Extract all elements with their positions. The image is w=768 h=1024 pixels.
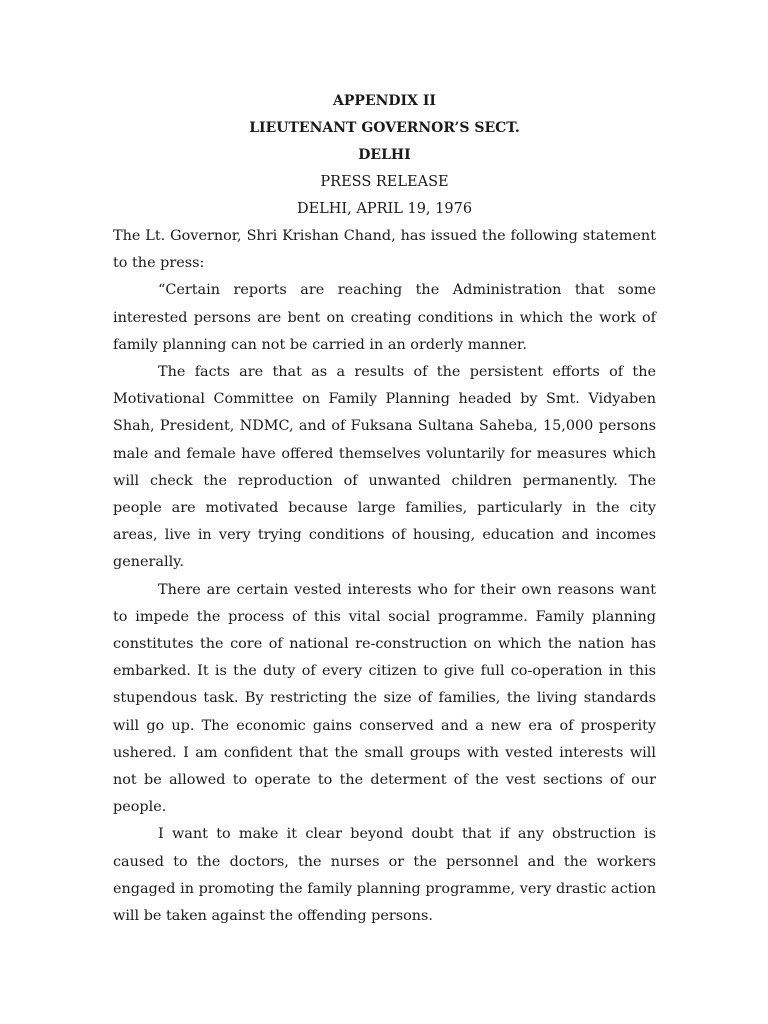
paragraph-intro: The Lt. Governor, Shri Krishan Chand, has issued the following statement to the press: — [113, 228, 656, 272]
paragraph-warning: I want to make it clear beyond doubt that if any obstruction is caused to the doctors, the nurses or the personnel and the workers engaged in promoting the family planning programme, very drastic action will be taken against the offending persons. — [113, 826, 656, 925]
appendix-heading: APPENDIX II — [333, 93, 436, 109]
press-release-title: PRESS RELEASE — [320, 174, 449, 190]
paragraph-reports: “Certain reports are reaching the Administration that some interested persons are bent on creating conditions in which the work of family planning can not be carried in an orderly manner. — [113, 282, 656, 353]
paragraph-facts: The facts are that as a results of the persistent efforts of the Motivational Committee on Family Planning headed by Smt. Vidyaben Shah, President, NDMC, and of Fuksana Sultana Saheba, 15,000 persons male and female have offered themselves voluntarily for measures which will check the reproduction of unwanted children permanently. The people are motivated because large families, particularly in the city areas, live in very trying conditions of housing, education and incomes generally. — [113, 364, 656, 571]
paragraph-vested-interests: There are certain vested interests who for their own reasons want to impede the process of this vital social programme. Family planning constitutes the core of national re-construction on which the nation has embarked. It is the duty of every citizen to give full co-operation in this stupendous task. By restricting the size of families, the living standards will go up. The economic gains conserved and a new era of prosperity ushered. I am confident that the small groups with vested interests will not be allowed to operate to the determent of the vest sections of our people. — [113, 581, 656, 816]
dateline: DELHI, APRIL 19, 1976 — [296, 201, 473, 217]
city-heading: DELHI — [358, 147, 411, 163]
office-heading: LIEUTENANT GOVERNOR’S SECT. — [249, 120, 520, 136]
document-page — [113, 88, 656, 930]
